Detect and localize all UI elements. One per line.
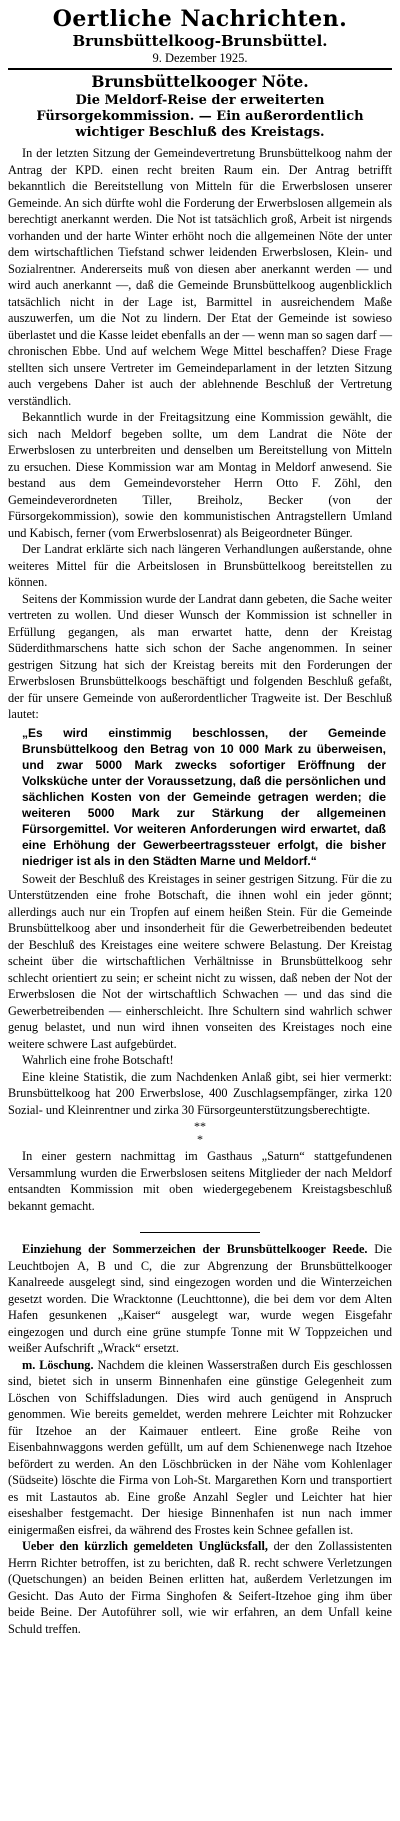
section-title: Oertliche Nachrichten. (52, 6, 348, 32)
article-headline: Brunsbüttelkooger Nöte. (91, 72, 309, 91)
article-paragraph-5: Soweit der Beschluß des Kreistages in seiner gestrigen Sitzung. Für die zu Unterstützenden eine frohe Botschaft, die ihnen wohl ein jeder gönnt; allerdings auch nur ein Tropfen auf einem heißen Stein. Für die Gemeinde Brunsbüttelkoog aber und insonderheit für die Gewerbetreibenden bedeutet der Beschluß des Kreistages eine weitere schwere Belastung. Der Kreistag scheint über die wirtschaftlichen Verhältnisse in Brunsbüttelkoog sehr schlecht orientiert zu sein; er scheint nicht zu wissen, daß neben der Not der Erwerbslosen die Not der wirtschaftlich Schwachen — und das sind die Gewerbetreibenden — einherschleicht. Ihre Schultern sind wahrlich schwer genug belastet, und nun wird ihnen vonseiten des Kreistages noch eine weitere schwere Last aufgebürdet. (8, 871, 392, 1051)
notice-unfall-text: der den Zollassistenten Herrn Richter betroffen, ist zu berichten, daß R. recht schwere Verletzungen (Quetschungen) an beiden Beinen erlitten hat, außerdem Verletzungen im Gesicht. Das Auto der Firma Singhofen & Seifert-Itzehoe ging ihm über beide Beine. Der Autoführer soll, wie wir erfahren, an dem Unfall keine Schuld treffen. (8, 1539, 393, 1636)
notice-reede-text: Die Leuchtbojen A, B und C, die zur Abgrenzung der Brunsbüttelkooger Kanalreede ausgelegt sind, sind eingezogen worden und die Winterzeichen gesetzt worden. Die Wracktonne (Leuchttonne), die bei dem vor dem Alten Hafen gesunkenen „Kaiser“ ausgelegt war, wurde wegen Eisgefahr eingezogen und durch eine grüne stumpfe Tonne mit W Toppzeichen und weißer Aufschrift „Wrack“ ersetzt. (8, 1242, 392, 1355)
article-paragraph-4: Seitens der Kommission wurde der Landrat dann gebeten, die Sache weiter vertreten zu wollen. Und dieser Wunsch der Kommission ist schneller in Erfüllung gegangen, als man erwartet hatte, denn der Kreistag Süderdithmarschens hatte sich schon der Sache angenommen. In seiner gestrigen Sitzung hat sich der Kreistag bereits mit den Forderungen der Erwerbslosen Brunsbüttelkoogs beschäftigt und folgenden Beschluß gefaßt, der für unsere Gemeinde von außerordentlicher Tragweite ist. Der Beschluß lautet: (8, 591, 392, 721)
separator (8, 1218, 392, 1237)
section-stars: ** * (194, 1119, 206, 1146)
header-rule (8, 68, 392, 70)
article-deck: Die Meldorf-Reise der erweiterten Fürsorgekommission. — Ein außerordentlich wichtiger Beschluß des Kreistags. (36, 93, 364, 140)
article-paragraph-8: In einer gestern nachmittag im Gasthaus „Saturn“ stattgefundenen Versammlung wurden die Erwerbslosen seitens Mitglieder der nach Meldorf entsandten Kommission mit oben wiedergegebenem Kreistagsbeschluß bekannt gemacht. (8, 1149, 392, 1213)
notice-unfall (8, 1538, 392, 1637)
section-subtitle: Brunsbüttelkoog-Brunsbüttel. (72, 32, 328, 50)
notice-reede (8, 1241, 392, 1357)
notice-loeschung-text: Nachdem die kleinen Wasserstraßen durch Eis geschlossen sind, bietet sich in unserm Binnenhafen eine günstige Gelegenheit zum Löschen von Schiffsladungen. Dies wird auch genügend in Anspruch genommen. Wie bereits gemeldet, werden mehrere Leichter mit Rohzucker für Itzehoe an der Kaimauer entleert. Eine große Reihe von Eisenbahnwaggons werden gefüllt, um auf dem Schienenwege nach Itzehoe befördert zu werden. An den Löschbrücken in der Nähe vom Kohlenlager (Südseite) löschte die Firma von Loh-St. Margarethen Korn und transportiert es mit Lastautos ab. Eine große Anzahl Segler und Leichter hat hier eiseshalber festgemacht. Der hiesige Binnenhafen ist nun nach immer einigermaßen eisfrei, da während des Frostes kein Schnee gefallen ist. (8, 1357, 392, 1537)
issue-date: 9. Dezember 1925. (152, 51, 248, 65)
article-paragraph-6: Wahrlich eine frohe Botschaft! (22, 1053, 174, 1067)
resolution-quote: „Es wird einstimmig beschlossen, der Gemeinde Brunsbüttelkoog den Betrag von 10 000 Mark zu überweisen, und zwar 5000 Mark zwecks sofortiger Eröffnung der Volksküche unter der Voraussetzung, daß die persönlichen und sächlichen Kosten von der Gemeinde getragen werden; die weiteren 5000 Mark zur Stärkung der allgemeinen Fürsorgemittel. Vor weiteren Anforderungen wird erwartet, daß eine Erhöhung der Gewerbeertragssteuer erfolgt, die bisher niedriger ist als in den Städten Marne und Meldorf.“ (22, 725, 386, 868)
notice-loeschung-lead: m. Löschung. (22, 1357, 94, 1372)
article-paragraph-2: Bekanntlich wurde in der Freitagsitzung eine Kommission gewählt, die sich nach Meldorf begeben sollte, um dem Landrat die Nöte der Erwerbslosen zu unterbreiten und denselben um Bereitstellung von Mitteln zu ersuchen. Diese Kommission war am Montag in Meldorf anwesend. Sie bestand aus dem Gemeindevorsteher Herrn Otto F. Zöhl, den Gemeindeverordneten Tiller, Breiholz, Becker (von der Fürsorgekommission), sowie den kommunistischen Antragstellern Umland und Kabisch, ferner (vom Erwerbslosenrat) als Beigeordneter Bünger. (8, 410, 392, 540)
article-paragraph-1: In der letzten Sitzung der Gemeindevertretung Brunsbüttelkoog nahm der Antrag der KPD. einen recht breiten Raum ein. Der Antrag betrifft bekanntlich die Bereitstellung von Mitteln für die Erwerbslosen unserer Gemeinde. An sich dürfte wohl die Forderung der Erwerbslosen allgemein als berechtigt anerkannt werden. Die Not ist tatsächlich groß, Arbeit ist nirgends vorhanden und der harte Winter erhöht noch die allgemeinen Nöte der unter dem wirtschaftlichen Tiefstand schwer leidenden Erwerbslosen, Klein- und Sozialrentner. Andererseits muß von diesen aber anerkannt werden — und wird auch anerkannt —, daß die Gemeinde Brunsbüttelkoog augenblicklich tatsächlich nicht in der Lage ist, Barmittel in ausreichendem Maße auszuwerfen, um die Not zu lindern. Der Etat der Gemeinde ist sowieso überlastet und die Kasse leidet ebenfalls an der — wenn man so sagen darf — chronischen Ebbe. Und auf welchem Wege Mittel beschaffen? Diese Frage stellten sich unsere Vertreter im Gemeindeparlament in der letzten Sitzung auch vergebens Daher ist auch der ablehnende Beschluß der Vertretung verständlich. (8, 146, 392, 408)
article-paragraph-7: Eine kleine Statistik, die zum Nachdenken Anlaß gibt, sei hier vermerkt: Brunsbüttelkoog hat 200 Erwerbslose, 400 Zuschlagsempfänger, zirka 120 Sozial- und Kleinrentner und zirka 30 Fürsorgeunterstützungsberechtigte. (8, 1069, 392, 1117)
article-paragraph-3: Der Landrat erklärte sich nach längeren Verhandlungen außerstande, ohne weiteres Mittel für die Arbeitslosen in Brunsbüttelkoog bereitstellen zu können. (8, 542, 392, 589)
notice-reede-lead: Einziehung der Sommerzeichen der Brunsbüttelkooger Reede. (22, 1242, 368, 1256)
notice-unfall-lead: Ueber den kürzlich gemeldeten Unglücksfall, (22, 1539, 268, 1553)
notice-loeschung (8, 1357, 392, 1539)
